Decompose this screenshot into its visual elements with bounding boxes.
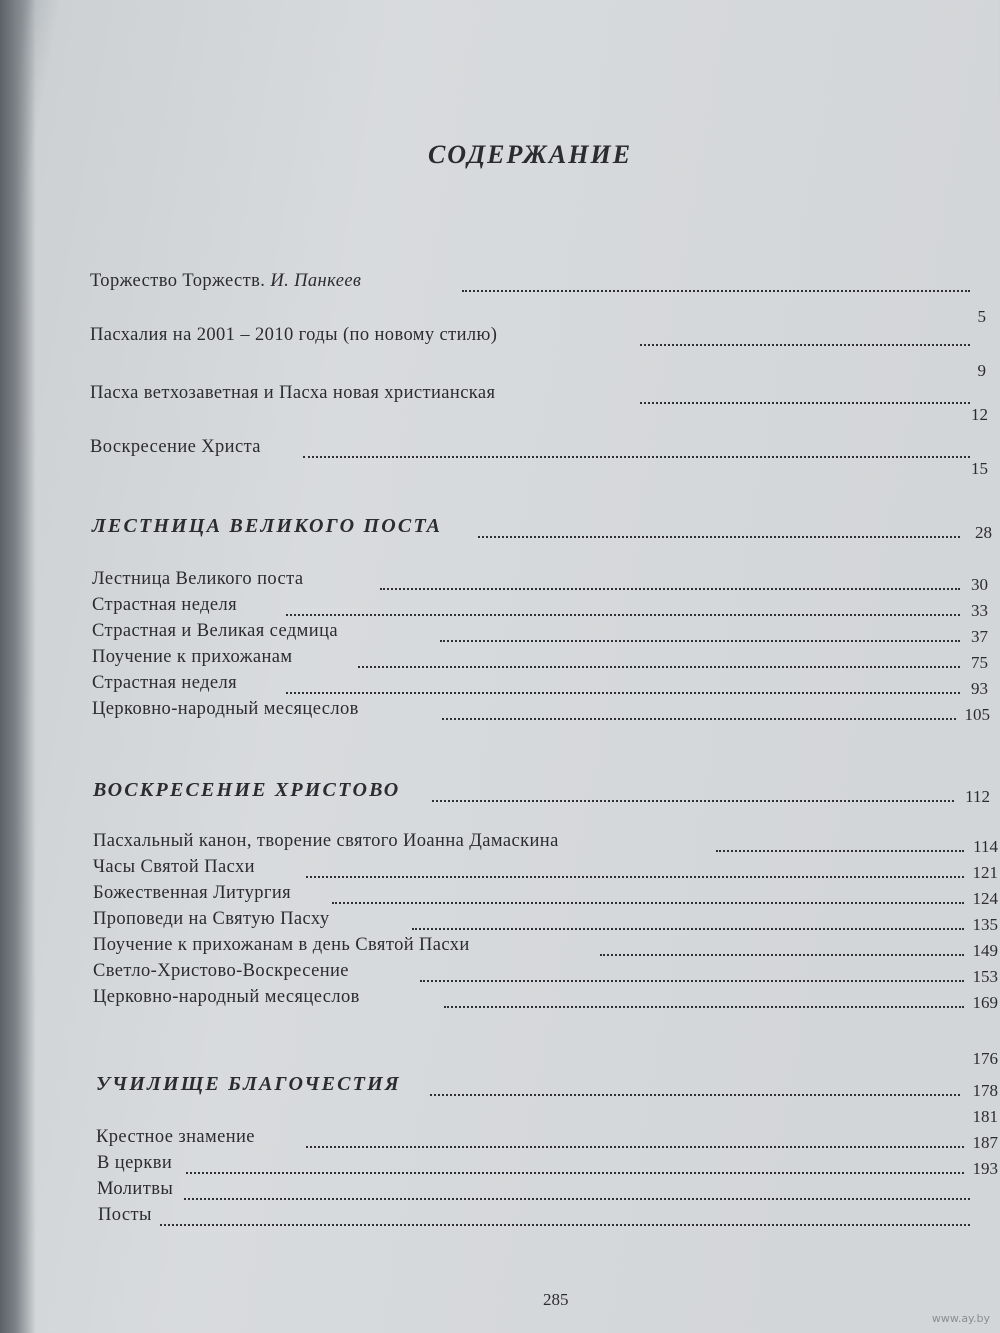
dot-leader — [332, 902, 964, 904]
toc-entry-label: Торжество Торжеств. И. Панкеев — [90, 271, 362, 291]
toc-entry-page: 124 — [972, 889, 998, 908]
toc-entry — [0, 1202, 1000, 1232]
toc-entry-label: В церкви — [97, 1153, 173, 1173]
toc-entry-label: Часы Святой Пасхи — [93, 857, 255, 877]
toc-entry-page: 193 — [972, 1159, 998, 1178]
toc-entry-page: 9 — [977, 361, 986, 380]
toc-entry-label: Пасхалия на 2001 – 2010 годы (по новому стилю) — [90, 325, 498, 345]
toc-entry-page: 135 — [972, 915, 998, 934]
toc-entry — [0, 1040, 1000, 1070]
toc-entry-author: И. Панкеев — [270, 271, 362, 291]
toc-section-heading — [0, 514, 1000, 544]
dot-leader — [442, 718, 956, 720]
toc-entry-label: Поучение к прихожанам в день Святой Пасхи — [93, 935, 470, 955]
toc-entry-page: 153 — [972, 967, 998, 986]
toc-entry-page: 5 — [977, 307, 986, 326]
toc-entry-page: 105 — [964, 705, 990, 724]
toc-section-heading — [0, 778, 1000, 808]
toc-entry-page: 121 — [972, 863, 998, 882]
toc-entry-page: 75 — [971, 653, 988, 672]
dot-leader — [600, 954, 964, 956]
toc-section-label: УЧИЛИЩЕ БЛАГОЧЕСТИЯ — [96, 1073, 401, 1095]
page-title: СОДЕРЖАНИЕ — [427, 140, 633, 169]
dot-leader — [640, 344, 970, 346]
toc-entry-label: Страстная неделя — [92, 673, 238, 693]
toc-entry-page: 187 — [972, 1133, 998, 1152]
toc-entry-page: 181 — [972, 1107, 998, 1126]
toc-entry-label: Проповеди на Святую Пасху — [93, 909, 330, 929]
toc-entry-label: Молитвы — [97, 1179, 174, 1199]
dot-leader — [286, 614, 960, 616]
toc-entry-label: Крестное знамение — [96, 1127, 255, 1147]
dot-leader — [478, 536, 960, 538]
toc-section-label: ЛЕСТНИЦА ВЕЛИКОГО ПОСТА — [92, 515, 443, 537]
toc-entry-label: Светло-Христово-Воскресение — [93, 961, 349, 981]
dot-leader — [430, 1094, 960, 1096]
toc-entry-label: Пасха ветхозаветная и Пасха новая христианская — [90, 383, 496, 403]
dot-leader — [160, 1224, 970, 1226]
toc-entry-page: 176 — [972, 1049, 998, 1068]
dot-leader — [462, 290, 970, 292]
toc-entry-page: 112 — [965, 787, 990, 806]
toc-entry — [0, 322, 1000, 352]
page-number: 285 — [543, 1290, 569, 1309]
toc-section-label: ВОСКРЕСЕНИЕ ХРИСТОВО — [93, 779, 401, 801]
toc-entry-label: Воскресение Христа — [90, 437, 261, 457]
dot-leader — [412, 928, 964, 930]
toc-entry — [0, 984, 1000, 1014]
toc-entry-label: Пасхальный канон, творение святого Иоанна Дамаскина — [93, 831, 559, 851]
toc-entry-page: 149 — [972, 941, 998, 960]
toc-entry-page: 30 — [971, 575, 988, 594]
dot-leader — [444, 1006, 964, 1008]
toc-entry-label: Страстная неделя — [92, 595, 238, 615]
toc-entry — [0, 268, 1000, 298]
toc-entry-page: 28 — [975, 523, 992, 542]
toc-entry-label: Церковно-народный месяцеслов — [93, 987, 360, 1007]
toc-entry-label: Лестница Великого поста — [92, 569, 304, 589]
toc-entry-page: 15 — [971, 459, 988, 478]
toc-entry-page: 114 — [973, 837, 998, 856]
toc-entry-label: Церковно-народный месяцеслов — [92, 699, 359, 719]
dot-leader — [380, 588, 960, 590]
toc-entry-page-row — [0, 396, 1000, 426]
dot-leader — [716, 850, 964, 852]
toc-entry-page: 37 — [971, 627, 988, 646]
dot-leader — [432, 800, 954, 802]
toc-entry-page: 178 — [972, 1081, 998, 1100]
dot-leader — [440, 640, 960, 642]
toc-entry-label: Посты — [98, 1205, 152, 1225]
toc-entry — [0, 696, 1000, 726]
toc-entry-page-row — [0, 352, 1000, 382]
toc-entry-label: Страстная и Великая седмица — [92, 621, 339, 641]
dot-leader — [186, 1172, 964, 1174]
toc-entry-page: 93 — [971, 679, 988, 698]
dot-leader — [306, 1146, 964, 1148]
toc-entry-label: Поучение к прихожанам — [92, 647, 293, 667]
dot-leader — [420, 980, 964, 982]
dot-leader — [286, 692, 960, 694]
dot-leader — [358, 666, 960, 668]
dot-leader — [306, 876, 964, 878]
toc-entry-page: 33 — [971, 601, 988, 620]
toc-entry-page-row — [0, 450, 1000, 480]
dot-leader — [184, 1198, 970, 1200]
toc-entry-page: 169 — [972, 993, 998, 1012]
watermark: www.ay.by — [931, 1312, 990, 1325]
toc-entry-label: Божественная Литургия — [93, 883, 292, 903]
toc-entry-page: 12 — [971, 405, 988, 424]
